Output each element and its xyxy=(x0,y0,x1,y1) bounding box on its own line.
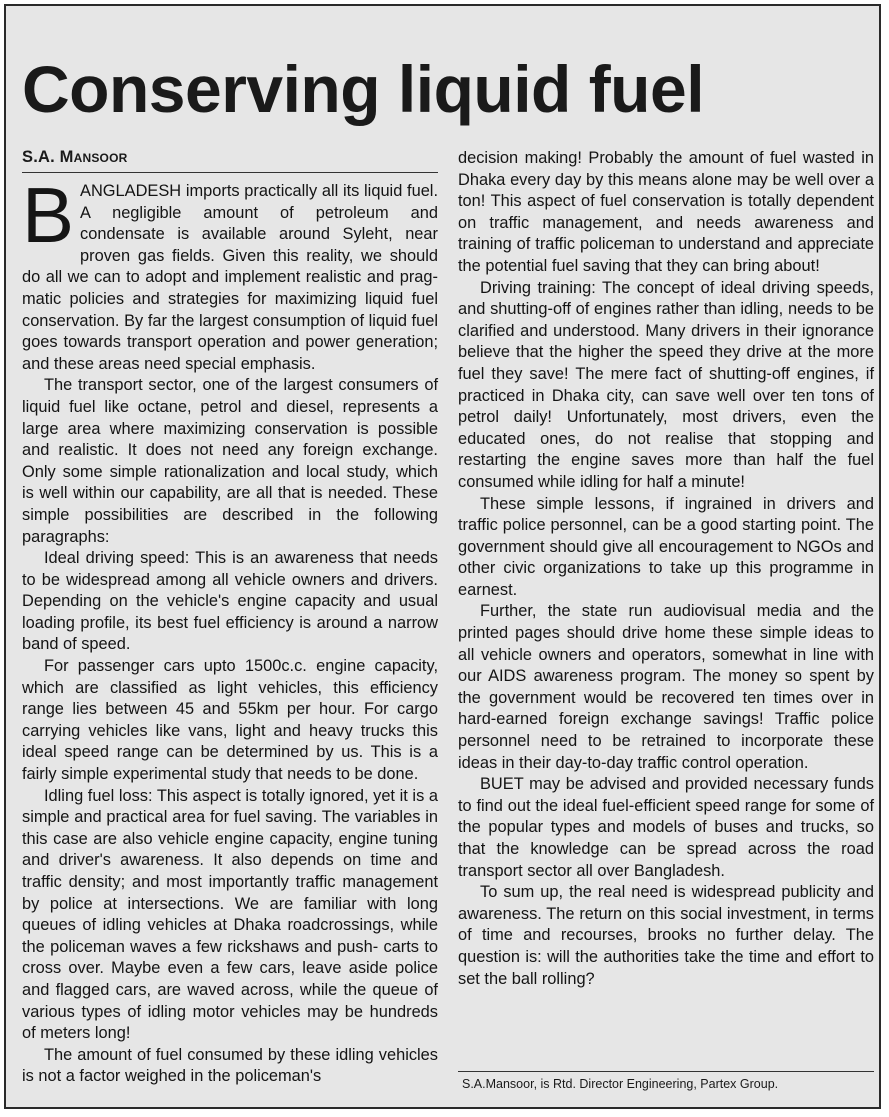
headline: Conserving liquid fuel xyxy=(22,52,705,126)
column-right xyxy=(458,148,874,990)
paragraph-2: The transport sector, one of the largest consumers of liquid fuel like octane, petrol and diesel, represents a large area where maximizing conservation is possible and realistic. It does not need any foreign exchange. Only some simple rationalization and local study, which is well within our capability, are all that is needed. These simple possibilities are described in the following paragraphs: xyxy=(22,376,438,546)
paragraph-10: BUET may be advised and provided necessary funds to find out the ideal fuel-efficient speed range for some of the popular types and models of buses and trucks, so that the knowledge can be spread across the road transport sector all over Bangladesh. xyxy=(458,775,874,880)
author-note: S.A.Mansoor, is Rtd. Director Engineering, Partex Group. xyxy=(462,1077,779,1091)
lead-in-word: ANGLADESH xyxy=(80,182,182,200)
paragraph-6-continued: decision making! Probably the amount of fuel wasted in Dhaka every day by this means alone may be well over a ton! This aspect of fuel conservation is totally dependent on traffic management, and needs awareness and training of traffic policeman to understand and appreciate the potential fuel saving that they can bring about! xyxy=(458,149,874,275)
byline-rule xyxy=(22,172,438,173)
column-left xyxy=(22,146,438,1088)
article-page xyxy=(4,4,881,1109)
footer-rule xyxy=(458,1071,874,1072)
paragraph-8: These simple lessons, if ingrained in drivers and traffic police personnel, can be a good starting point. The government should give all encouragement to NGOs and other civic organizations to take up this programme in earnest. xyxy=(458,494,874,599)
drop-cap: B xyxy=(22,171,75,259)
paragraph-9: Further, the state run audiovisual media and the printed pages should drive home these simple ideas to all vehicle owners and operators, somewhat in line with our AIDS awareness program. The money so spent by the government would be recovered ten times over in hard-earned foreign exchange savings! Traffic police personnel need to be retrained to incorporate these ideas in their day-to-day traffic control operation. xyxy=(458,602,874,772)
paragraph-6: The amount of fuel consumed by these idling vehicles is not a factor weighed in the policeman's xyxy=(22,1045,438,1086)
paragraph-4: For passenger cars upto 1500c.c. engine capacity, which are classified as light vehicles, this efficiency range lies between 45 and 55km per hour. For cargo carrying vehicles like vans, light and heavy trucks this ideal speed range can be determined by us. This is a fairly simple experimental study that needs to be done. xyxy=(22,657,438,784)
byline: S.A. Mansoor xyxy=(22,148,128,166)
paragraph-1-text: imports practically all its liquid fuel. A negligible amount of petroleum and condensate is available around Syleht, near proven gas fields. Given this reality, we should do all we can to adopt and implement realistic and pragmatic policies and strategies for maximizing liquid fuel conservation. By far the largest consumption of liquid fuel goes towards transport operation and power generation; and these areas need special emphasis. xyxy=(22,182,438,373)
paragraph-7: Driving training: The concept of ideal driving speeds, and shutting-off of engines rather than idling, needs to be clarified and understood. Many drivers in their ignorance believe that the higher the speed they drive at the more fuel they save! The mere fact of shutting-off engines, if practiced in Dhaka city, can save well over ten tons of petrol daily! Unfortunately, most drivers, even the educated ones, do not realise that stopping and restarting the engine saves more than half the fuel consumed while idling for half a minute! xyxy=(458,278,874,491)
paragraph-1 xyxy=(22,171,438,375)
paragraph-11: To sum up, the real need is widespread publicity and awareness. The return on this social investment, in terms of time and recourses, brooks no further delay. The question is: will the authorities take the time and effort to set the ball rolling? xyxy=(458,883,874,988)
paragraph-3: Ideal driving speed: This is an awareness that needs to be widespread among all vehicle owners and drivers. Depending on the vehicle's engine capacity and usual loading profile, its best fuel efficiency is around a narrow band of speed. xyxy=(22,549,438,654)
paragraph-5: Idling fuel loss: This aspect is totally ignored, yet it is a simple and practical area for fuel saving. The variables in this case are also vehicle engine capacity, engine tuning and driver's awareness. It also depends on time and traffic density; and most importantly traffic management by police at intersections. We are familiar with long queues of idling vehicles at Dhaka roadcrossings, while the policeman waves a few rickshaws and push- carts to cross over. Maybe even a few cars, leave aside police and flagged cars, are waved across, while the queue of various types of idling motor vehicles may be hundreds of meters long! xyxy=(22,786,438,1043)
